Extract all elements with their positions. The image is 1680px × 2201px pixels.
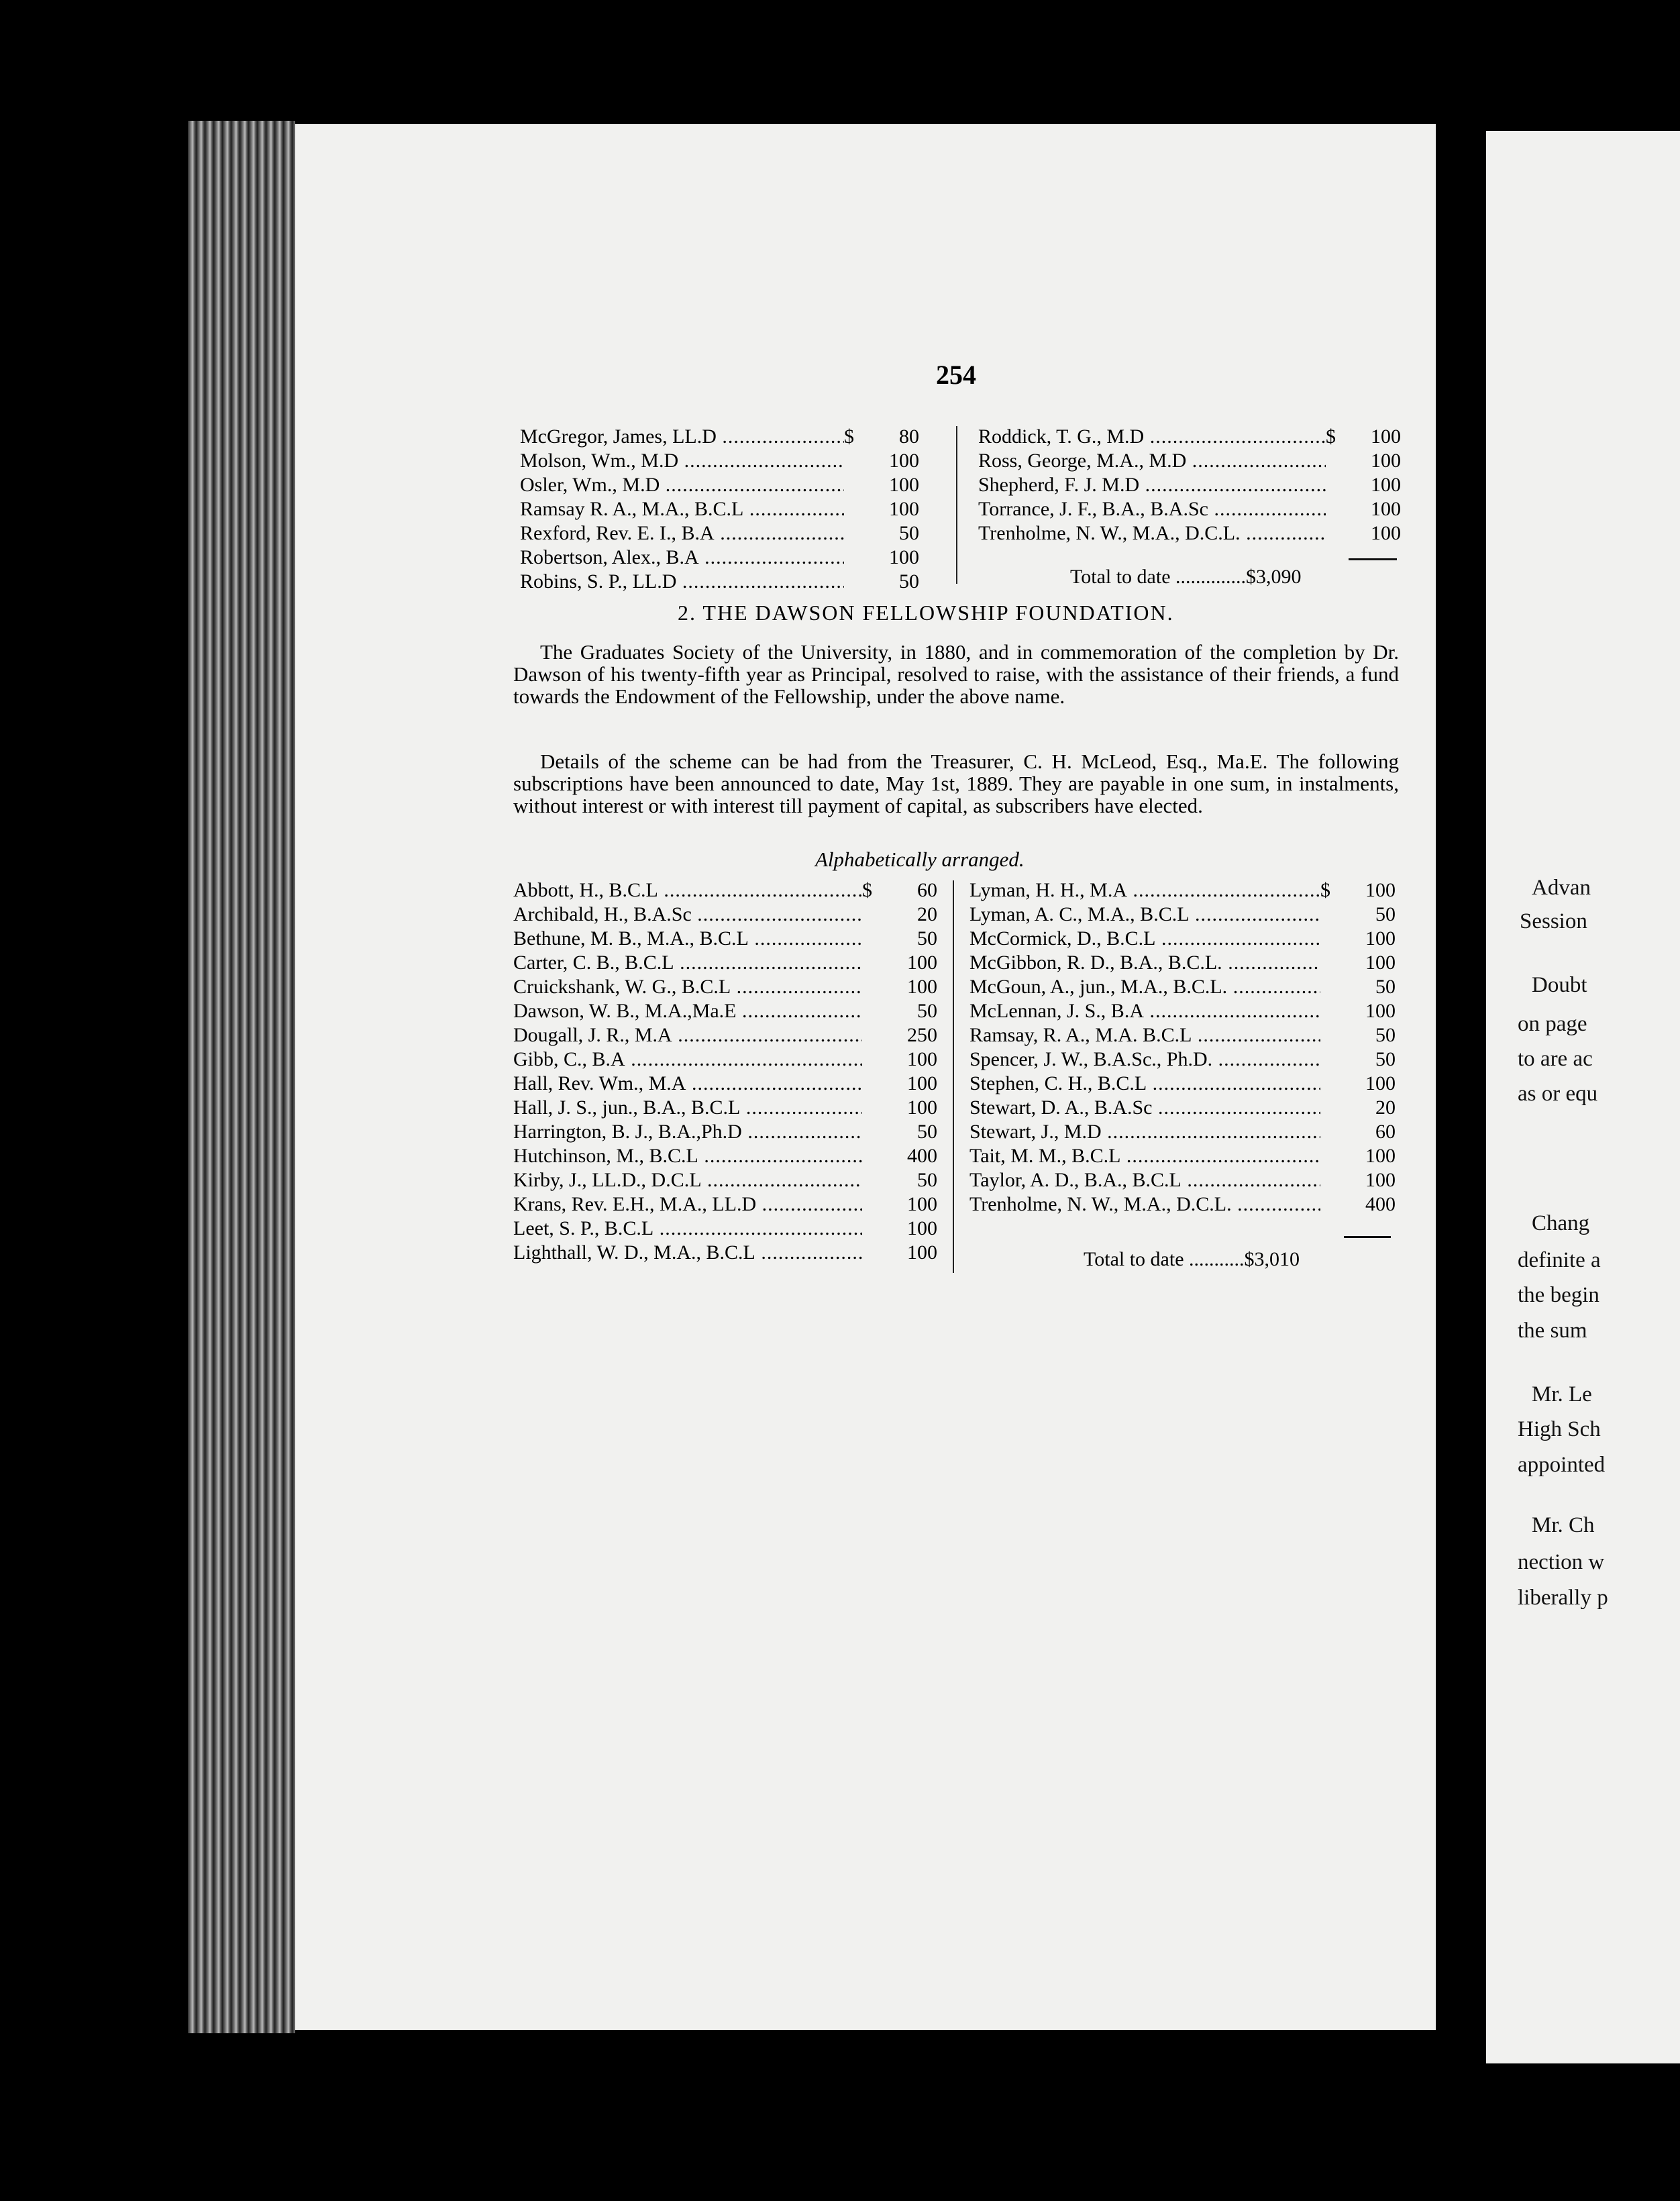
subscription-amount: 100 bbox=[1365, 1072, 1396, 1094]
subscription-amount: 100 bbox=[889, 546, 919, 568]
subscriber-row bbox=[520, 449, 919, 473]
subscriber-name: McLennan, J. S., B.A ..... bbox=[969, 999, 1320, 1023]
currency-sign bbox=[1320, 975, 1335, 999]
subscriber-name: Carter, C. B., B.C.L ..... bbox=[513, 951, 862, 975]
currency-sign bbox=[844, 497, 859, 521]
subscriber-name: McGregor, James, LL.D ..... bbox=[520, 425, 844, 449]
currency-sign bbox=[1320, 927, 1335, 951]
table1-left-column bbox=[520, 425, 919, 594]
subscriber-row bbox=[969, 951, 1396, 975]
currency-sign bbox=[862, 1217, 877, 1241]
subscriber-name: Rexford, Rev. E. I., B.A ..... bbox=[520, 521, 844, 546]
currency-sign bbox=[862, 975, 877, 999]
subscription-amount: 100 bbox=[907, 1072, 937, 1094]
subscriber-row bbox=[969, 878, 1396, 903]
currency-sign bbox=[862, 1047, 877, 1072]
subheading: Alphabetically arranged. bbox=[815, 848, 1025, 871]
subscription-amount: 100 bbox=[1371, 450, 1401, 472]
currency-sign bbox=[862, 1120, 877, 1144]
subscriber-row bbox=[969, 1120, 1396, 1144]
currency-sign bbox=[862, 999, 877, 1023]
currency-sign bbox=[1326, 473, 1341, 497]
subscriber-name: Stephen, C. H., B.C.L ..... bbox=[969, 1072, 1320, 1096]
subscription-amount: 100 bbox=[1371, 425, 1401, 448]
subscription-amount: 50 bbox=[1375, 1024, 1396, 1046]
subscriber-name: Tait, M. M., B.C.L ..... bbox=[969, 1144, 1320, 1168]
subscriber-row bbox=[969, 1144, 1396, 1168]
subscription-amount: 60 bbox=[917, 879, 937, 901]
currency-sign bbox=[1320, 999, 1335, 1023]
subscription-amount: 100 bbox=[907, 1193, 937, 1215]
subscriber-name: Robertson, Alex., B.A ..... bbox=[520, 546, 844, 570]
subscriber-row bbox=[520, 570, 919, 594]
adjacent-text-fragment: nection w bbox=[1518, 1550, 1605, 1574]
subscriber-name: McGibbon, R. D., B.A., B.C.L. ..... bbox=[969, 951, 1320, 975]
subscriber-name: Abbott, H., B.C.L ..... bbox=[513, 878, 862, 903]
subscription-amount: 100 bbox=[907, 1217, 937, 1239]
subscription-amount: 50 bbox=[899, 570, 919, 593]
subscriber-name: Ramsay, R. A., M.A. B.C.L ..... bbox=[969, 1023, 1320, 1047]
subscription-amount: 100 bbox=[889, 450, 919, 472]
adjacent-text-fragment: Mr. Ch bbox=[1532, 1513, 1595, 1537]
currency-sign bbox=[1320, 1192, 1335, 1217]
subscriber-row bbox=[520, 546, 919, 570]
currency-sign bbox=[862, 1096, 877, 1120]
subscriber-row bbox=[513, 1168, 937, 1192]
subscription-amount: 50 bbox=[1375, 976, 1396, 998]
subscriber-row bbox=[978, 497, 1401, 521]
subscriber-row bbox=[978, 425, 1401, 449]
currency-sign bbox=[862, 951, 877, 975]
currency-sign bbox=[862, 1023, 877, 1047]
subscriber-name: Osler, Wm., M.D ..... bbox=[520, 473, 844, 497]
subscriber-name: Bethune, M. B., M.A., B.C.L ..... bbox=[513, 927, 862, 951]
subscriber-name: Harrington, B. J., B.A.,Ph.D ..... bbox=[513, 1120, 862, 1144]
subscription-amount: 250 bbox=[907, 1024, 937, 1046]
subscriber-row bbox=[969, 1168, 1396, 1192]
currency-sign bbox=[1320, 1023, 1335, 1047]
subscriber-row bbox=[969, 1096, 1396, 1120]
currency-sign bbox=[1326, 521, 1341, 546]
currency-sign: $ bbox=[1320, 879, 1330, 901]
subscription-amount: 400 bbox=[907, 1145, 937, 1167]
subscriber-row bbox=[513, 1072, 937, 1096]
subscriber-row bbox=[978, 521, 1401, 546]
adjacent-text-fragment: the sum bbox=[1518, 1319, 1587, 1343]
subscriber-row bbox=[513, 1047, 937, 1072]
subscription-amount: 50 bbox=[1375, 1048, 1396, 1070]
subscription-amount: 50 bbox=[917, 1169, 937, 1191]
adjacent-text-fragment: Doubt bbox=[1532, 973, 1587, 997]
subscription-amount: 100 bbox=[1371, 498, 1401, 520]
subscriber-name: Archibald, H., B.A.Sc ..... bbox=[513, 903, 862, 927]
subscriber-row bbox=[978, 473, 1401, 497]
subscriber-row bbox=[513, 1217, 937, 1241]
subscriber-name: Hall, J. S., jun., B.A., B.C.L ..... bbox=[513, 1096, 862, 1120]
column-divider bbox=[956, 426, 957, 584]
subscriber-name: Hall, Rev. Wm., M.A ..... bbox=[513, 1072, 862, 1096]
subscriber-name: Shepherd, F. J. M.D ..... bbox=[978, 473, 1326, 497]
currency-sign bbox=[844, 521, 859, 546]
subscription-amount: 100 bbox=[1365, 1169, 1396, 1191]
adjacent-text-fragment: liberally p bbox=[1518, 1586, 1608, 1610]
currency-sign bbox=[1320, 951, 1335, 975]
total-label: Total to date bbox=[1084, 1248, 1184, 1270]
subscriber-row bbox=[969, 1192, 1396, 1217]
subscriber-row bbox=[969, 999, 1396, 1023]
currency-sign bbox=[862, 903, 877, 927]
subscriber-row bbox=[969, 903, 1396, 927]
subscriber-row bbox=[513, 927, 937, 951]
subscriber-name: Torrance, J. F., B.A., B.A.Sc ..... bbox=[978, 497, 1326, 521]
subscriber-row bbox=[513, 951, 937, 975]
subscriber-name: Trenholme, N. W., M.A., D.C.L. ..... bbox=[969, 1192, 1320, 1217]
subscription-amount: 100 bbox=[1365, 1145, 1396, 1167]
subscriber-name: McGoun, A., jun., M.A., B.C.L. ..... bbox=[969, 975, 1320, 999]
currency-sign bbox=[1320, 1120, 1335, 1144]
subscription-amount: 50 bbox=[917, 1000, 937, 1022]
subscriber-name: Leet, S. P., B.C.L ..... bbox=[513, 1217, 862, 1241]
currency-sign bbox=[1320, 1144, 1335, 1168]
subscription-amount: 80 bbox=[899, 425, 919, 448]
subscriber-row bbox=[513, 878, 937, 903]
subscription-amount: 100 bbox=[907, 952, 937, 974]
currency-sign: $ bbox=[862, 879, 872, 901]
subscriber-row bbox=[520, 521, 919, 546]
subscriber-name: Molson, Wm., M.D ..... bbox=[520, 449, 844, 473]
subscriber-row bbox=[520, 425, 919, 449]
adjacent-text-fragment: Advan bbox=[1532, 876, 1591, 900]
currency-sign bbox=[1320, 1072, 1335, 1096]
total-value: $3,010 bbox=[1244, 1248, 1300, 1270]
book-page-edges bbox=[188, 121, 295, 2033]
subscription-amount: 50 bbox=[899, 522, 919, 544]
table1-total: Total to date ..............$3,090 bbox=[1070, 566, 1302, 588]
total-value: $3,090 bbox=[1246, 566, 1302, 588]
subscriber-name: Cruickshank, W. G., B.C.L ..... bbox=[513, 975, 862, 999]
subscription-amount: 50 bbox=[917, 927, 937, 950]
subscriber-row bbox=[513, 1096, 937, 1120]
subscriber-row bbox=[513, 1241, 937, 1265]
subscription-amount: 100 bbox=[889, 498, 919, 520]
subscriber-row bbox=[520, 497, 919, 521]
table1-right-column bbox=[978, 425, 1401, 546]
subscription-amount: 50 bbox=[1375, 903, 1396, 925]
currency-sign bbox=[1326, 497, 1341, 521]
subscriber-name: Gibb, C., B.A ..... bbox=[513, 1047, 862, 1072]
subscription-amount: 100 bbox=[1365, 927, 1396, 950]
currency-sign: $ bbox=[1326, 425, 1336, 448]
subscriber-name: Lyman, H. H., M.A ..... bbox=[969, 878, 1320, 903]
subscriber-name: Robins, S. P., LL.D ..... bbox=[520, 570, 844, 594]
currency-sign bbox=[862, 1241, 877, 1265]
adjacent-text-fragment: Mr. Le bbox=[1532, 1382, 1592, 1406]
subscriber-row bbox=[513, 1023, 937, 1047]
subscriber-name: Hutchinson, M., B.C.L ..... bbox=[513, 1144, 862, 1168]
subscriber-name: Lighthall, W. D., M.A., B.C.L ..... bbox=[513, 1241, 862, 1265]
currency-sign bbox=[1326, 449, 1341, 473]
subscriber-row bbox=[969, 1072, 1396, 1096]
paragraph-intro: The Graduates Society of the University, in 1880, and in commemoration of the completion by Dr. Dawson of his twenty-fifth year as Principal, resolved to raise, with the assistance of their friends, a fund towards the Endowment of the Fellowship, under the above name. bbox=[513, 640, 1399, 708]
subscriber-name: Trenholme, N. W., M.A., D.C.L. ..... bbox=[978, 521, 1326, 546]
table2-total: Total to date ...........$3,010 bbox=[1084, 1248, 1300, 1270]
subscription-amount: 100 bbox=[1365, 952, 1396, 974]
adjacent-text-fragment: Session bbox=[1520, 909, 1587, 933]
page-number: 254 bbox=[936, 360, 976, 390]
currency-sign bbox=[1320, 1168, 1335, 1192]
subscription-amount: 100 bbox=[907, 1096, 937, 1119]
adjacent-text-fragment: definite a bbox=[1518, 1248, 1601, 1272]
currency-sign bbox=[862, 1144, 877, 1168]
subscriber-name: Spencer, J. W., B.A.Sc., Ph.D. ..... bbox=[969, 1047, 1320, 1072]
subscriber-row bbox=[513, 903, 937, 927]
subscription-amount: 100 bbox=[889, 474, 919, 496]
subscriber-row bbox=[969, 1047, 1396, 1072]
subscriber-row bbox=[513, 1120, 937, 1144]
total-label: Total to date bbox=[1070, 566, 1171, 588]
subscription-amount: 20 bbox=[917, 903, 937, 925]
subscriber-row bbox=[513, 1144, 937, 1168]
subscriber-row bbox=[513, 975, 937, 999]
currency-sign bbox=[1320, 1096, 1335, 1120]
subscriber-row bbox=[969, 975, 1396, 999]
subscription-amount: 20 bbox=[1375, 1096, 1396, 1119]
subscription-amount: 100 bbox=[1365, 879, 1396, 901]
adjacent-text-fragment: appointed bbox=[1518, 1453, 1606, 1477]
subscriber-row bbox=[969, 927, 1396, 951]
total-rule bbox=[1349, 558, 1397, 560]
section-heading: 2. THE DAWSON FELLOWSHIP FOUNDATION. bbox=[678, 601, 1174, 625]
subscriber-row bbox=[978, 449, 1401, 473]
subscriber-name: Ross, George, M.A., M.D ..... bbox=[978, 449, 1326, 473]
subscription-amount: 100 bbox=[1365, 1000, 1396, 1022]
currency-sign bbox=[862, 1192, 877, 1217]
subscriber-name: Kirby, J., LL.D., D.C.L ..... bbox=[513, 1168, 862, 1192]
subscriber-name: Taylor, A. D., B.A., B.C.L ..... bbox=[969, 1168, 1320, 1192]
currency-sign bbox=[1320, 1047, 1335, 1072]
subscriber-row bbox=[513, 999, 937, 1023]
subscriber-name: Stewart, J., M.D ..... bbox=[969, 1120, 1320, 1144]
subscription-amount: 50 bbox=[917, 1121, 937, 1143]
currency-sign bbox=[844, 570, 859, 594]
table2-left-column bbox=[513, 878, 937, 1265]
subscriber-name: Ramsay R. A., M.A., B.C.L ..... bbox=[520, 497, 844, 521]
subscription-amount: 100 bbox=[1371, 474, 1401, 496]
currency-sign: $ bbox=[844, 425, 854, 448]
adjacent-text-fragment: Chang bbox=[1532, 1211, 1590, 1235]
paragraph-details: Details of the scheme can be had from the Treasurer, C. H. McLeod, Esq., Ma.E. The following subscriptions have been announced to date, May 1st, 1889. They are payable in one sum, in instalments, without interest or with interest till payment of capital, as subscribers have elected. bbox=[513, 750, 1399, 817]
adjacent-text-fragment: on page bbox=[1518, 1012, 1587, 1036]
currency-sign bbox=[862, 927, 877, 951]
subscription-amount: 100 bbox=[907, 1241, 937, 1264]
subscriber-row bbox=[513, 1192, 937, 1217]
currency-sign bbox=[862, 1168, 877, 1192]
currency-sign bbox=[844, 546, 859, 570]
subscription-amount: 400 bbox=[1365, 1193, 1396, 1215]
subscription-amount: 100 bbox=[907, 976, 937, 998]
subscription-amount: 100 bbox=[1371, 522, 1401, 544]
currency-sign bbox=[862, 1072, 877, 1096]
subscriber-name: Lyman, A. C., M.A., B.C.L ..... bbox=[969, 903, 1320, 927]
subscriber-row bbox=[969, 1023, 1396, 1047]
adjacent-text-fragment: to are ac bbox=[1518, 1047, 1593, 1071]
currency-sign bbox=[844, 449, 859, 473]
total-rule bbox=[1344, 1236, 1391, 1238]
column-divider bbox=[953, 880, 954, 1273]
subscriber-name: Roddick, T. G., M.D ..... bbox=[978, 425, 1326, 449]
adjacent-text-fragment: as or equ bbox=[1518, 1082, 1598, 1106]
subscriber-name: Stewart, D. A., B.A.Sc ..... bbox=[969, 1096, 1320, 1120]
subscriber-name: Krans, Rev. E.H., M.A., LL.D ..... bbox=[513, 1192, 862, 1217]
adjacent-text-fragment: High Sch bbox=[1518, 1417, 1601, 1441]
subscriber-name: Dougall, J. R., M.A ..... bbox=[513, 1023, 862, 1047]
subscription-amount: 100 bbox=[907, 1048, 937, 1070]
subscriber-name: McCormick, D., B.C.L ..... bbox=[969, 927, 1320, 951]
currency-sign bbox=[844, 473, 859, 497]
subscription-amount: 60 bbox=[1375, 1121, 1396, 1143]
adjacent-text-fragment: the begin bbox=[1518, 1283, 1599, 1307]
table2-right-column bbox=[969, 878, 1396, 1217]
subscriber-name: Dawson, W. B., M.A.,Ma.E ..... bbox=[513, 999, 862, 1023]
currency-sign bbox=[1320, 903, 1335, 927]
subscriber-row bbox=[520, 473, 919, 497]
